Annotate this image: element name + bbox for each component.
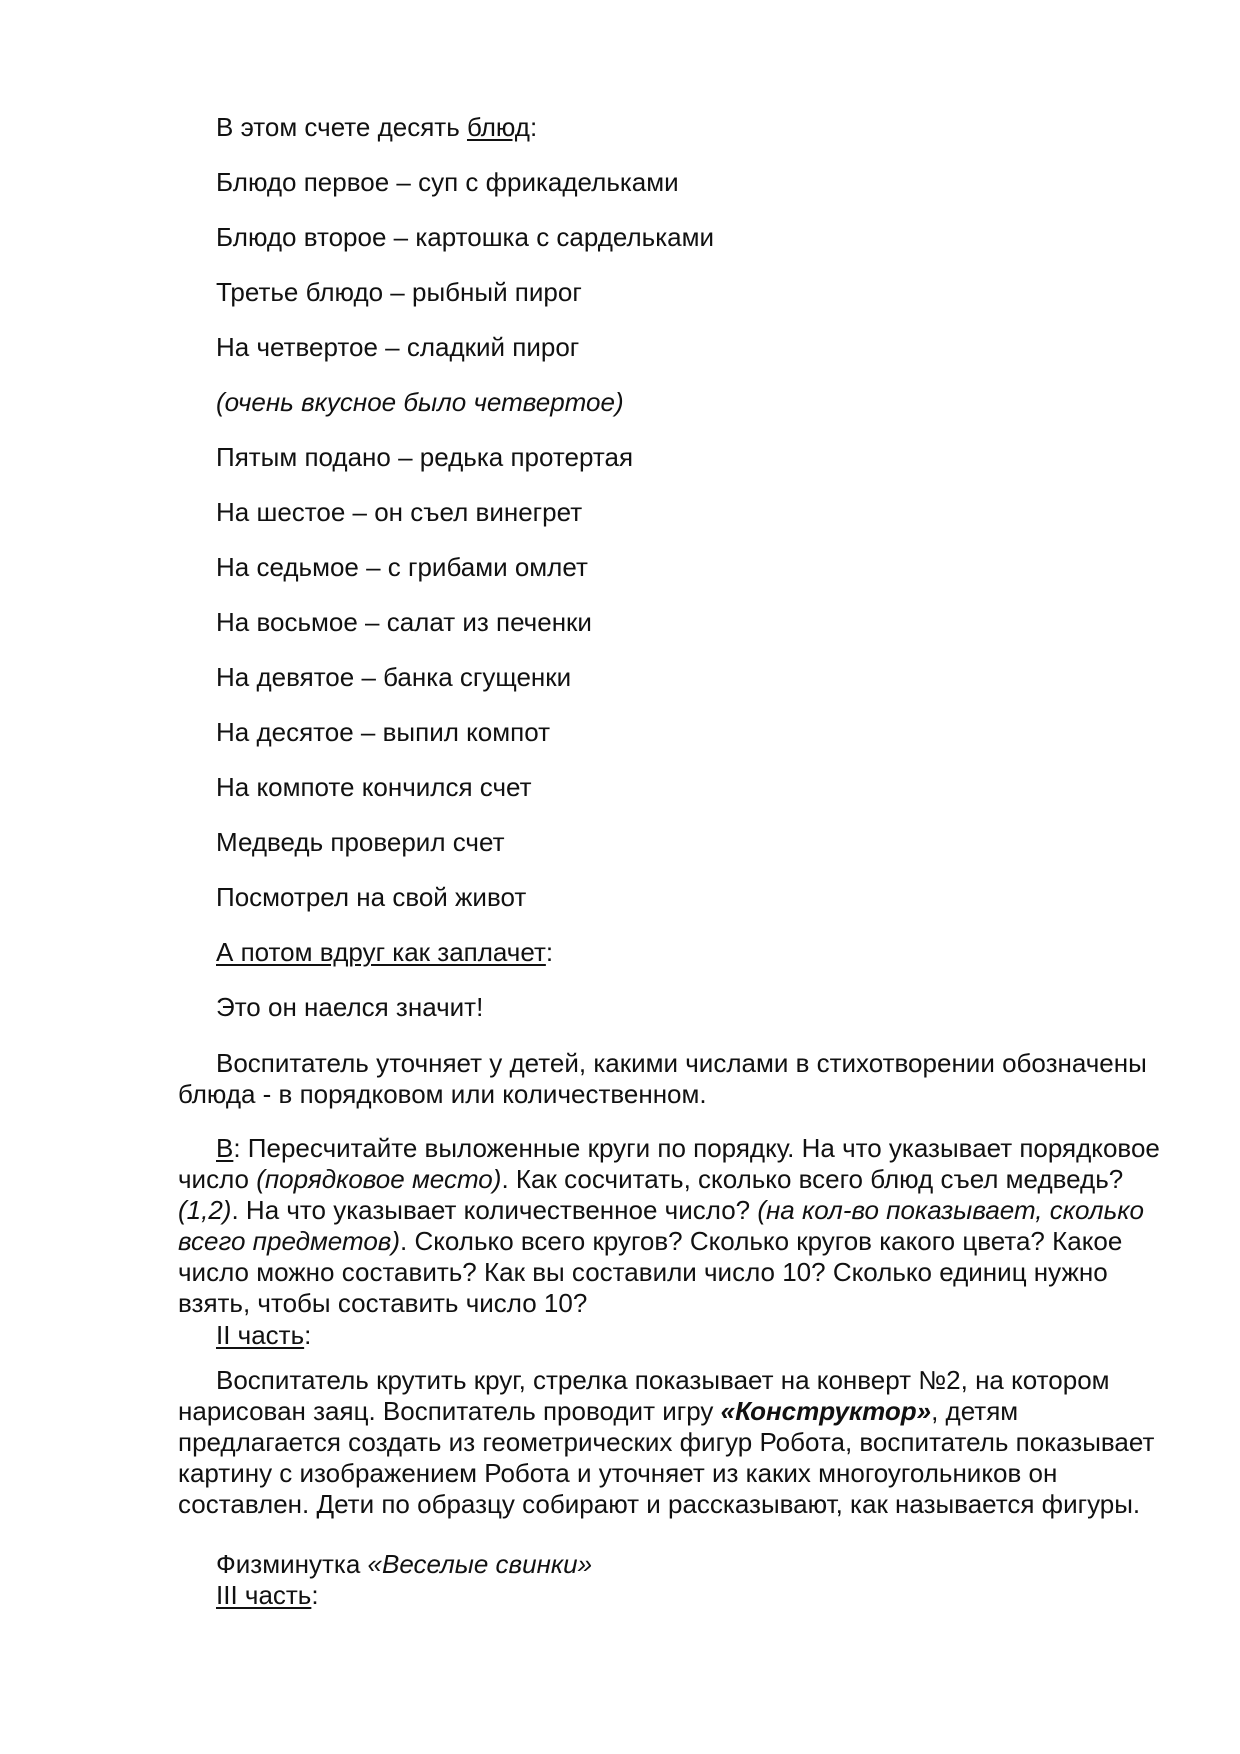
poem [216, 112, 1116, 1047]
poem-line-12: На десятое – выпил компот [216, 717, 550, 747]
answer-hint: (на кол-во показывает, сколько всего предметов) [178, 1195, 1144, 1256]
speaker-label: В [216, 1133, 234, 1163]
poem-line-14: Медведь проверил счет [216, 827, 505, 857]
poem-line-4: Третье блюдо – рыбный пирог [216, 277, 582, 307]
paragraph-constructor-game: Воспитатель крутить круг, стрелка показывает на конверт №2, на котором нарисован заяц. Воспитатель проводит игру «Конструктор», детям предлагается создать из геометрических фигур Робота, воспитатель показывает картину с изображением Робота и уточняет из каких многоугольников он составлен. Дети по образцу собирают и рассказывают, как называется фигуры. [178, 1365, 1155, 1519]
poem-line-3: Блюдо второе – картошка с сардельками [216, 222, 715, 252]
answer-hint: (порядковое место) [256, 1164, 502, 1194]
poem-line-17: Это он наелся значит! [216, 992, 484, 1022]
poem-line-10: На восьмое – салат из печенки [216, 607, 592, 637]
paragraph-fizminutka: Физминутка «Веселые свинки» [216, 1549, 593, 1579]
poem-line-1: В этом счете десять блюд: [216, 112, 538, 142]
poem-line-15: Посмотрел на свой живот [216, 882, 527, 912]
exercise-title: «Веселые свинки» [367, 1549, 593, 1579]
poem-line-8: На шестое – он съел винегрет [216, 497, 583, 527]
paragraph-teacher-questions: В: Пересчитайте выложенные круги по порядку. На что указывает порядковое число (порядковое место). Как сосчитать, сколько всего блюд съел медведь? (1,2). На что указывает количественное число? (на кол-во показывает, сколько всего предметов). Сколько всего кругов? Сколько кругов какого цвета? Какое число можно составить? Как вы составили число 10? Сколько единиц нужно взять, чтобы составить число 10? [178, 1133, 1160, 1318]
game-title: «Конструктор» [720, 1396, 932, 1426]
section-heading-part-3: III часть: [216, 1580, 319, 1610]
paragraph-teacher-clarifies: Воспитатель уточняет у детей, какими числами в стихотворении обозначены блюда - в порядковом или количественном. [178, 1048, 1147, 1109]
section-heading-part-2: II часть: [216, 1320, 312, 1350]
poem-line-5: На четвертое – сладкий пирог [216, 332, 580, 362]
poem-line-2: Блюдо первое – суп с фрикадельками [216, 167, 679, 197]
underlined-phrase: А потом вдруг как заплачет [216, 937, 546, 967]
poem-line-13: На компоте кончился счет [216, 772, 532, 802]
poem-line-9: На седьмое – с грибами омлет [216, 552, 588, 582]
poem-line-16: А потом вдруг как заплачет: [216, 937, 554, 967]
poem-line-6: (очень вкусное было четвертое) [216, 387, 624, 417]
answer-hint: (1,2) [178, 1195, 232, 1225]
poem-line-11: На девятое – банка сгущенки [216, 662, 572, 692]
poem-line-7: Пятым подано – редька протертая [216, 442, 634, 472]
underlined-word: блюд [466, 112, 530, 142]
